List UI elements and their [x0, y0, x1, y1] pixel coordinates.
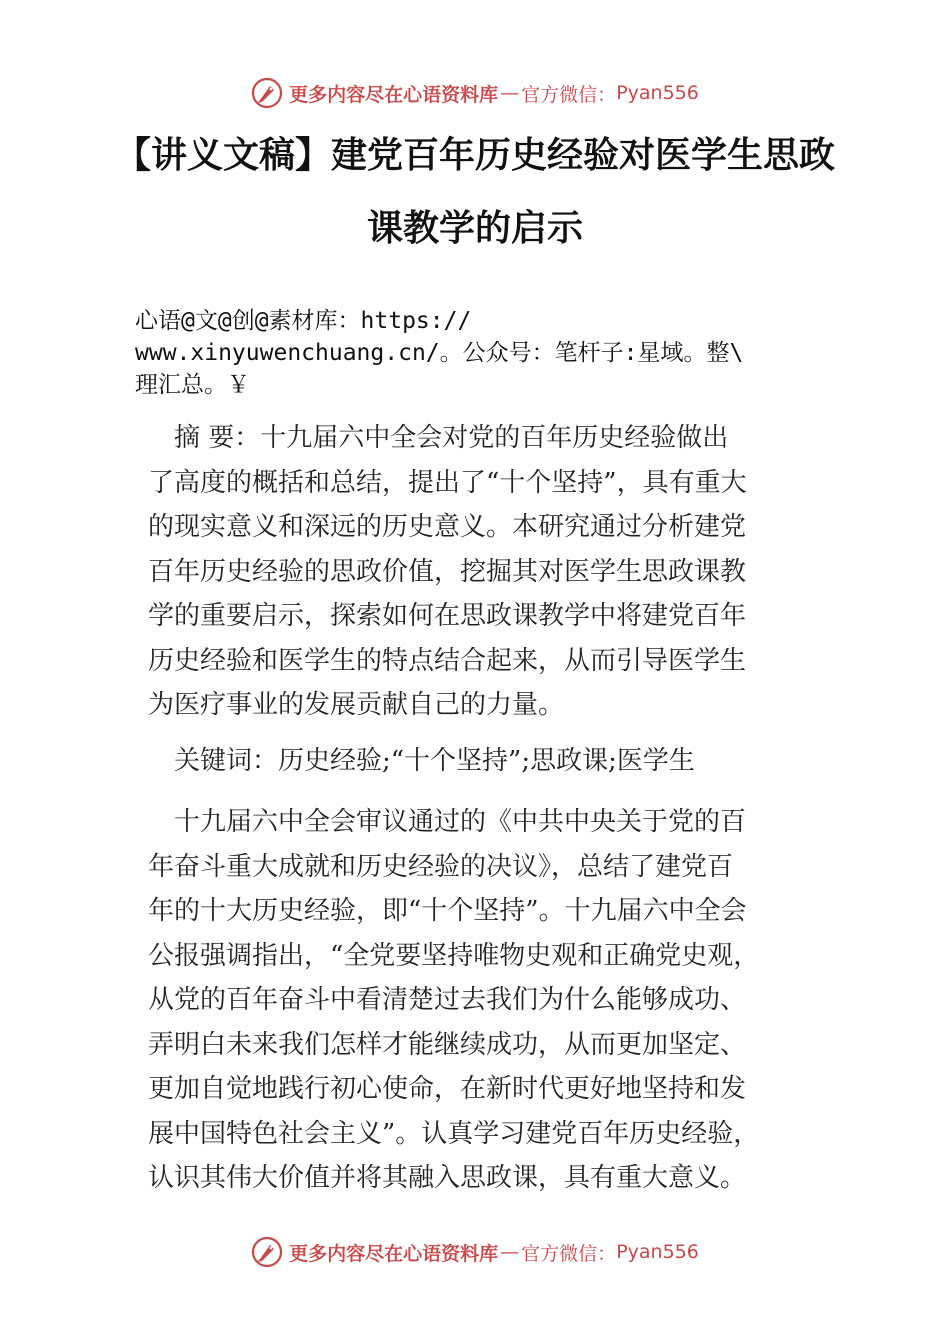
body-line: 认识其伟大价值并将其融入思政课，具有重大意义。 [148, 1163, 747, 1193]
abstract-line: 的现实意义和深远的历史意义。本研究通过分析建党 [148, 512, 747, 542]
keywords-line: 关键词：历史经验;“十个坚持”;思政课;医学生 [148, 746, 695, 776]
banner-brand-text: 更多内容尽在心语资料库 [289, 1242, 499, 1265]
body-line: 年奋斗重大成就和历史经验的决议》，总结了建党百 [148, 851, 734, 882]
abstract-line: 学的重要启示，探索如何在思政课教学中将建党百年 [148, 601, 747, 631]
footer-watermark-banner [0, 1232, 950, 1272]
pen-nib-logo-icon [251, 1236, 283, 1268]
banner-brand-text: 更多内容尽在心语资料库 [289, 83, 499, 106]
banner-wechat-label: 官方微信： [521, 1242, 617, 1265]
banner-wechat-id: Pyan556 [616, 1241, 699, 1263]
body-line: 弄明白未来我们怎样才能继续成功，从而更加坚定、 [148, 1029, 747, 1060]
body-line: 公报强调指出，“全党要坚持唯物史观和正确党史观， [148, 940, 760, 971]
abstract-paragraph [148, 416, 747, 728]
keywords-paragraph [148, 739, 695, 784]
banner-wechat-id: Pyan556 [616, 82, 699, 104]
abstract-line: 为医疗事业的发展贡献自己的力量。 [148, 690, 565, 720]
abstract-line: 历史经验和医学生的特点结合起来，从而引导医学生 [148, 645, 747, 676]
header-watermark-banner [0, 73, 950, 113]
source-note-line: 理汇总。￥ [135, 372, 250, 398]
pen-nib-logo-icon [251, 77, 283, 109]
body-line: 十九届六中全会审议通过的《中共中央关于党的百 [148, 807, 747, 837]
banner-dash: — [500, 1241, 520, 1263]
source-note [135, 305, 835, 401]
source-note-line: 心语@文@创@素材库：https:// [135, 308, 472, 334]
banner-wechat-label: 官方微信： [521, 83, 617, 106]
body-line: 展中国特色社会主义”。认真学习建党百年历史经验， [148, 1118, 760, 1149]
body-line: 更加自觉地践行初心使命，在新时代更好地坚持和发 [148, 1074, 747, 1104]
document-title-line-1: 【讲义文稿】建党百年历史经验对医学生思政 [114, 135, 835, 176]
body-paragraph [148, 800, 759, 1201]
source-note-line: www.xinyuwenchuang.cn/。公众号：笔杆子:星域。整\ [135, 340, 744, 366]
document-title-line-2: 课教学的启示 [366, 208, 583, 249]
body-line: 从党的百年奋斗中看清楚过去我们为什么能够成功、 [148, 985, 747, 1015]
abstract-line: 百年历史经验的思政价值，挖掘其对医学生思政课教 [148, 556, 747, 587]
abstract-line: 了高度的概括和总结，提出了“十个坚持”，具有重大 [148, 467, 747, 498]
abstract-line: 摘 要：十九届六中全会对党的百年历史经验做出 [148, 423, 729, 453]
banner-dash: — [500, 82, 520, 104]
body-line: 年的十大历史经验，即“十个坚持”。十九届六中全会 [148, 896, 747, 926]
